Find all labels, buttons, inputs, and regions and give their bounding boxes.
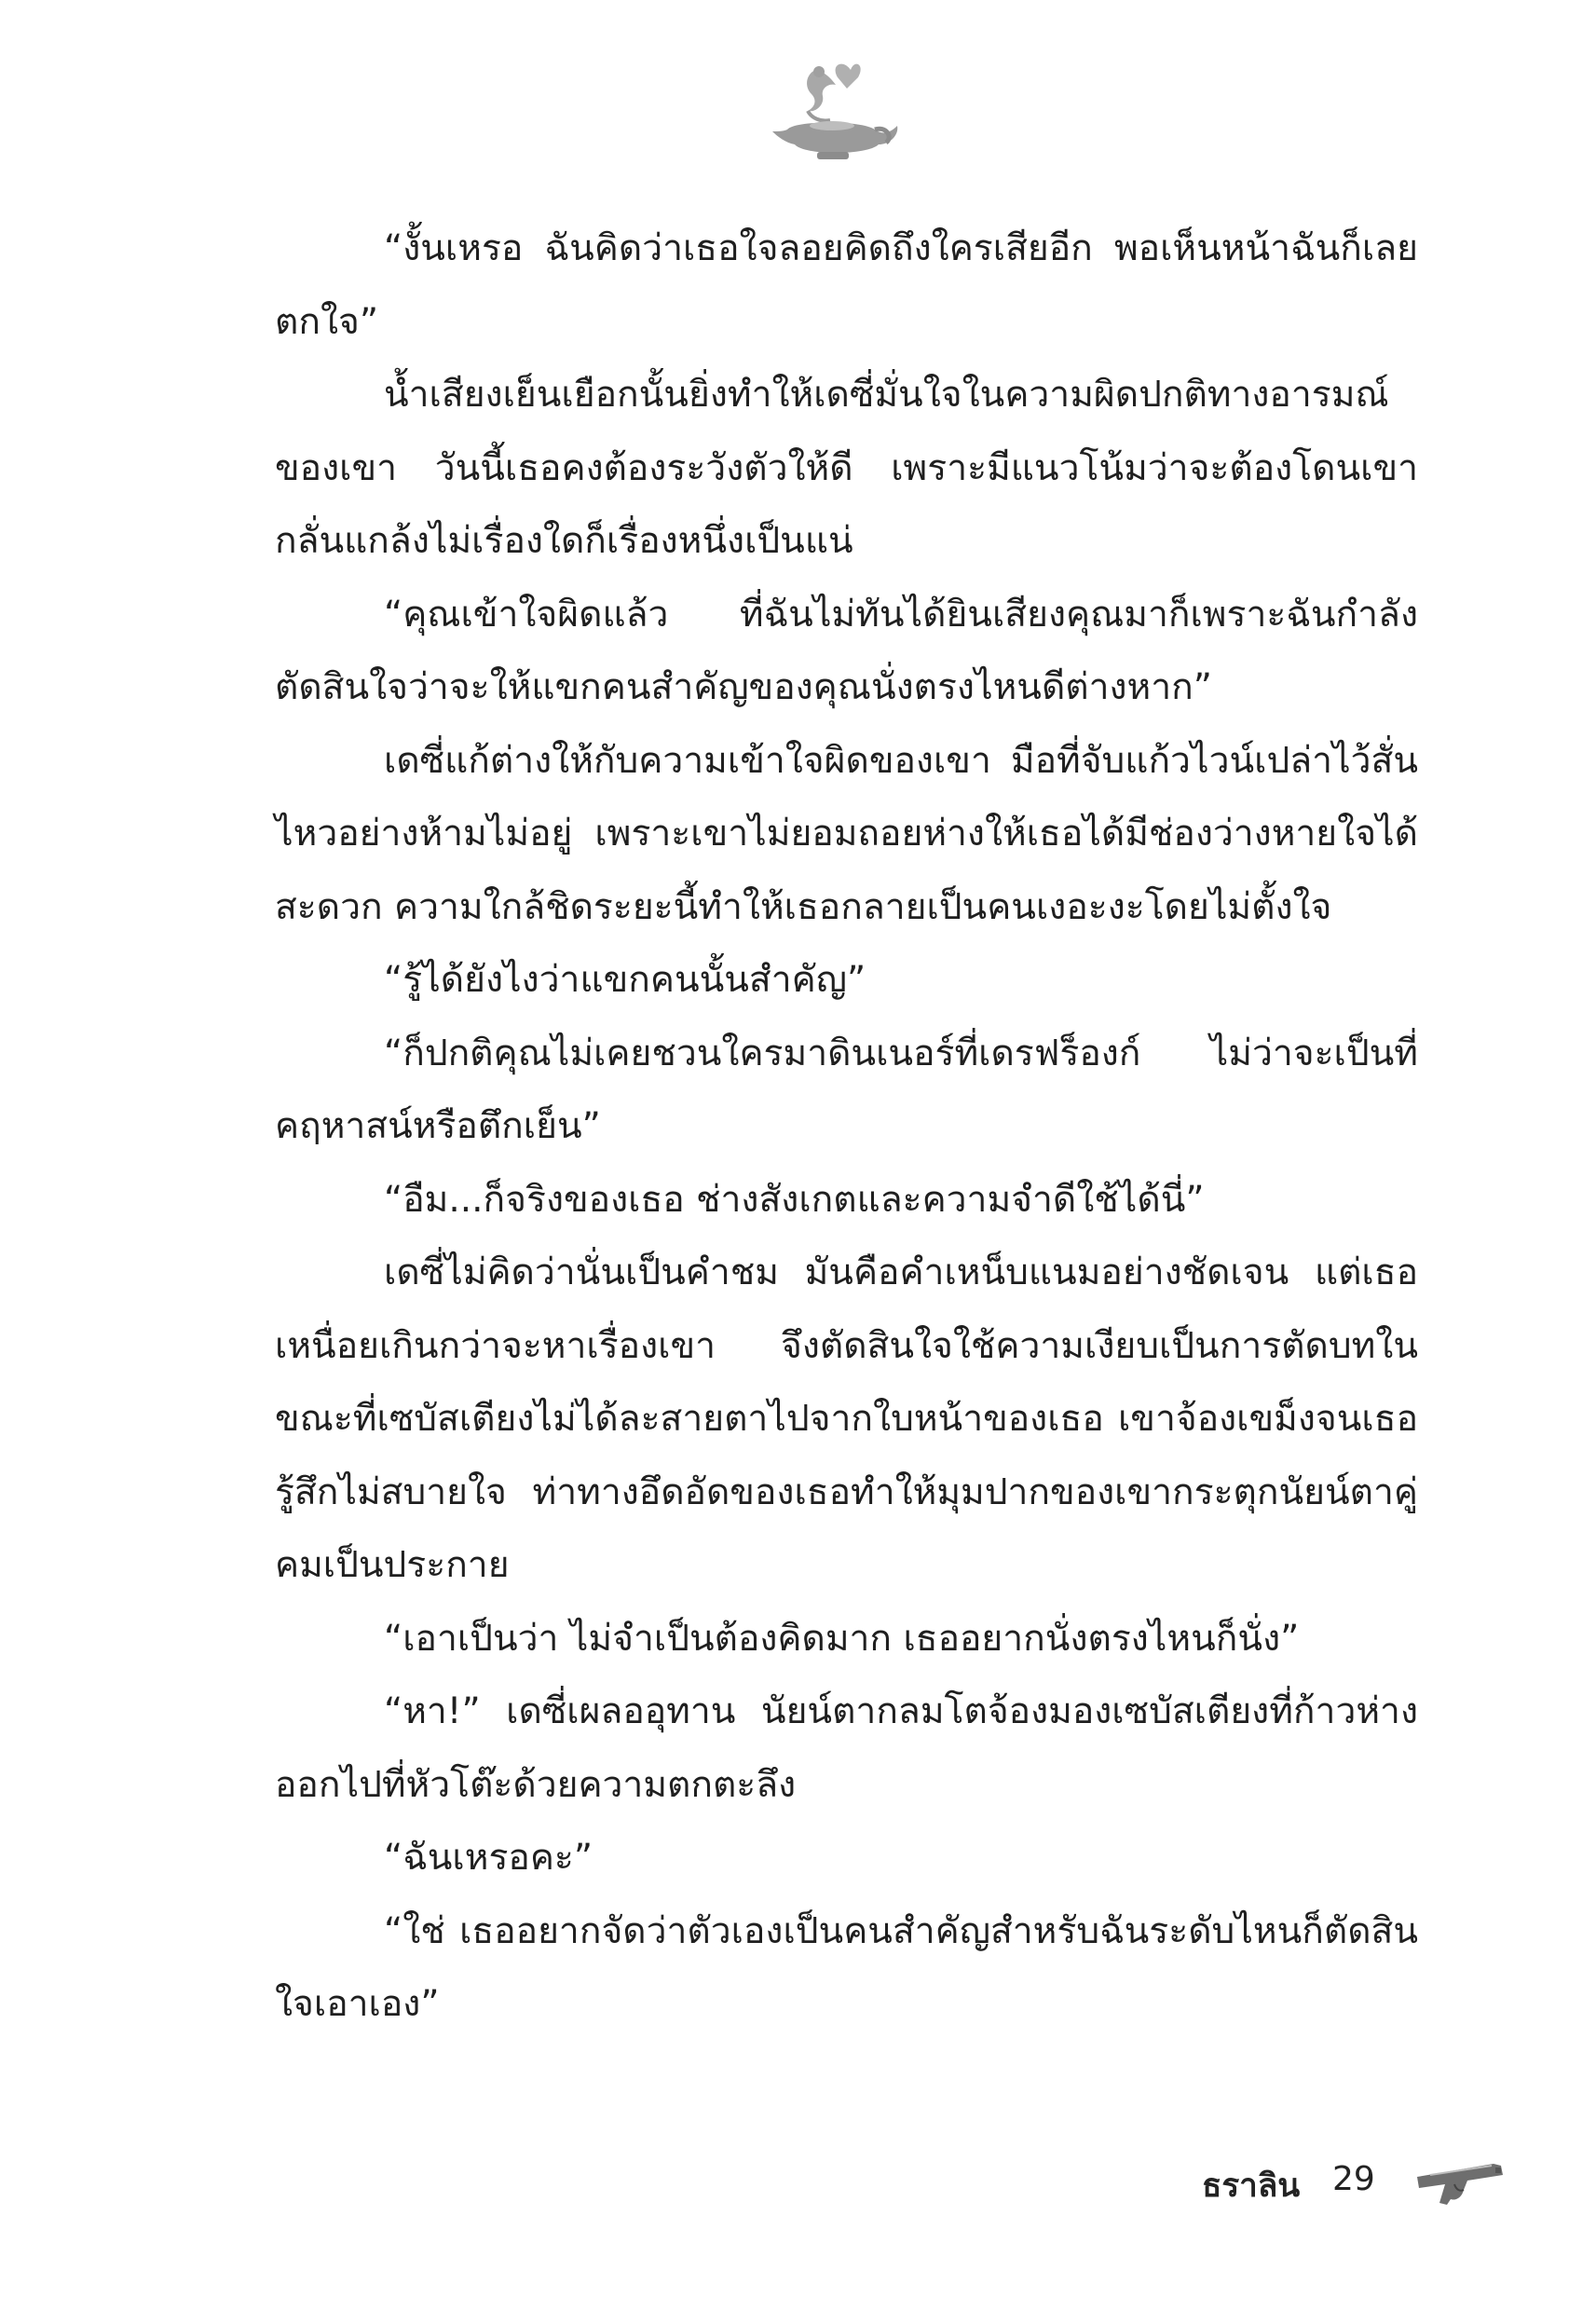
author-name: ธราลิน <box>1202 2167 1301 2205</box>
paragraph: “งั้นเหรอ ฉันคิดว่าเธอใจลอยคิดถึงใครเสียอีก พอเห็นหน้าฉันก็เลยตกใจ” <box>275 227 1418 343</box>
paragraph: “ฉันเหรอคะ” <box>384 1837 593 1879</box>
story-text <box>275 212 1418 2042</box>
paragraph: “คุณเข้าใจผิดแล้ว ที่ฉันไม่ทันได้ยินเสียงคุณมาก็เพราะฉันกำลังตัดสินใจว่าจะให้แขกคนสำคัญของคุณนั่งตรงไหนดีต่างหาก” <box>275 593 1418 708</box>
page-footer <box>1202 2153 1509 2218</box>
paragraph: “อืม...ก็จริงของเธอ ช่างสังเกตและความจำดีใช้ได้นี่” <box>384 1178 1205 1221</box>
paragraph: “ใช่ เธออยากจัดว่าตัวเองเป็นคนสำคัญสำหรับฉันระดับไหนก็ตัดสินใจเอาเอง” <box>275 1909 1418 2025</box>
page-number: 29 <box>1332 2160 1375 2198</box>
paragraph: เดซี่แก้ต่างให้กับความเข้าใจผิดของเขา มือที่จับแก้วไวน์เปล่าไว้สั่นไหวอย่างห้ามไม่อยู่ เพราะเขาไม่ยอมถอยห่างให้เธอได้มีช่องว่างหายใจได้สะดวก ความใกล้ชิดระยะนี้ทำให้เธอกลายเป็นคนเงอะงะโดยไม่ตั้งใจ <box>275 739 1418 928</box>
paragraph: “หา!” เดซี่เผลออุทาน นัยน์ตากลมโตจ้องมองเซบัสเตียงที่ก้าวห่างออกไปที่หัวโต๊ะด้วยความตกตะลึง <box>275 1690 1418 1806</box>
paragraph: น้ำเสียงเย็นเยือกนั้นยิ่งทำให้เดซี่มั่นใจในความผิดปกติทางอารมณ์ของเขา วันนี้เธอคงต้องระวังตัวให้ดี เพราะมีแนวโน้มว่าจะต้องโดนเขากลั่นแกล้งไม่เรื่องใดก็เรื่องหนึ่งเป็นแน่ <box>275 374 1418 562</box>
genie-lamp-icon <box>750 51 918 168</box>
paragraph: “เอาเป็นว่า ไม่จำเป็นต้องคิดมาก เธออยากนั่งตรงไหนก็นั่ง” <box>384 1617 1300 1660</box>
paragraph: เดซี่ไม่คิดว่านั่นเป็นคำชม มันคือคำเหน็บแนมอย่างชัดเจน แต่เธอเหนื่อยเกินกว่าจะหาเรื่องเขา จึงตัดสินใจใช้ความเงียบเป็นการตัดบทในขณะที่เซบัสเตียงไม่ได้ละสายตาไปจากใบหน้าของเธอ เขาจ้องเขม็งจนเธอรู้สึกไม่สบายใจ ท่าทางอึดอัดของเธอทำให้มุมปากของเขากระตุกนัยน์ตาคู่คมเป็นประกาย <box>275 1251 1418 1586</box>
paragraph: “รู้ได้ยังไงว่าแขกคนนั้นสำคัญ” <box>384 959 866 1001</box>
paragraph: “ก็ปกติคุณไม่เคยชวนใครมาดินเนอร์ที่เดรฟร็องก์ ไม่ว่าจะเป็นที่คฤหาสน์หรือตึกเย็น” <box>275 1032 1418 1147</box>
pistol-icon <box>1412 2153 1509 2208</box>
